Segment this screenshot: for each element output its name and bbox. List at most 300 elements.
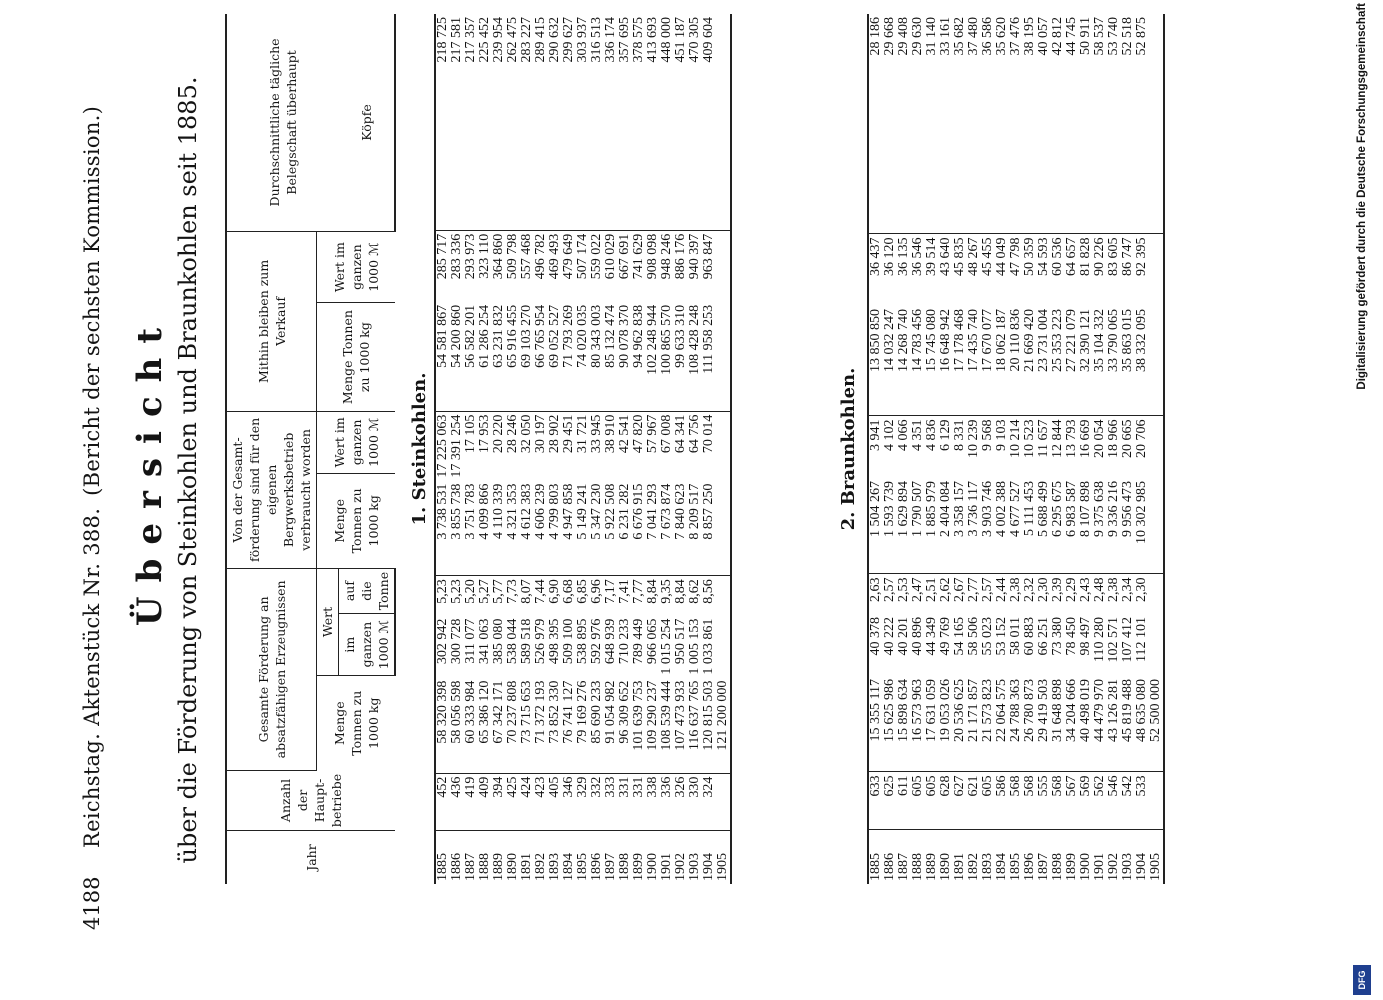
cell-year: 1902 [673,853,688,881]
cell-menge: 44 479 970 [1093,676,1107,772]
cell-year: 1890 [938,853,953,881]
cell-wert: 55 023 [980,617,995,656]
cell-wert-tonne: 5,77 [491,579,506,604]
cell-wert-verbraucht: 4 102 [882,419,897,451]
cell-menge-verbraucht: 4 947 858 [562,481,576,576]
cell-wert-tonne [716,576,731,616]
table-row [925,14,939,884]
cell-year: 1885 [868,830,883,884]
cell-menge-verbraucht: 7 840 623 [674,481,688,576]
cell-belegschaft: 357 695 [618,14,632,230]
cell-wert-tonne: 2,43 [1078,577,1093,602]
cell-wert-verkauf: 963 847 [701,233,716,280]
cell-belegschaft: 38 195 [1023,14,1037,234]
cell-wert: 112 101 [1134,617,1149,662]
header-menge-verkauf: Menge Tonnen zu 1000 kg [317,303,396,412]
cell-year: 1894 [561,853,576,881]
cell-wert-verbraucht: 12 844 [1050,419,1065,458]
cell-betriebe: 419 [464,773,478,830]
cell-year: 1894 [994,853,1009,881]
cell-belegschaft: 52 875 [1135,14,1149,234]
cell-menge: 67 342 171 [492,678,506,774]
cell-wert-verkauf: 36 437 [868,234,883,306]
table-row [911,14,925,884]
table-row [688,14,702,884]
cell-wert-verkauf: 293 973 [463,233,478,280]
cell-wert-verbraucht: 4 836 [924,419,939,451]
cell-year: 1901 [659,853,674,881]
cell-betriebe: 621 [967,772,981,830]
table-row [604,14,618,884]
cell-year: 1887 [896,853,911,881]
cell-year: 1889 [924,853,939,881]
cell-wert-verbraucht: 28 246 [505,414,520,454]
cell-menge: 116 637 765 [688,678,702,774]
cell-belegschaft: 378 575 [632,14,646,230]
cell-wert-verkauf: 557 468 [519,233,534,280]
cell-belegschaft: 225 452 [478,14,492,230]
cell-betriebe: 394 [492,773,506,830]
cell-wert: 73 380 [1050,617,1065,656]
cell-menge-verbraucht: 3 738 531 [435,481,450,576]
cell-wert: 509 100 [561,618,576,665]
header-anzahl: Anzahl der Haupt- betriebe [226,770,395,830]
cell-wert-verkauf: 948 246 [659,233,674,280]
cell-wert-verkauf: 364 860 [491,233,506,280]
table-row [1149,14,1164,884]
cell-belegschaft: 35 682 [953,14,967,234]
cell-wert-verkauf: 479 649 [561,233,576,280]
cell-wert-verkauf [716,230,731,302]
cell-wert-tonne: 5,23 [449,579,464,604]
cell-betriebe: 568 [1009,772,1023,830]
cell-menge: 15 898 634 [897,676,911,772]
cell-menge-verkauf: 15 745 080 [925,306,939,416]
cell-wert-verbraucht: 47 820 [631,414,646,454]
cell-wert: 311 077 [463,618,478,664]
cell-menge: 70 237 808 [506,678,520,774]
cell-menge: 52 500 000 [1149,676,1164,772]
cell-wert-tonne: 6,96 [589,579,604,604]
cell-betriebe: 424 [520,773,534,830]
cell-wert-verkauf: 47 798 [1008,237,1023,276]
cell-menge-verkauf: 69 052 527 [548,302,562,411]
cell-menge-verkauf [1149,306,1164,416]
cell-belegschaft: 29 630 [911,14,925,234]
cell-menge-verbraucht: 2 404 084 [939,478,953,574]
table-row [660,14,674,884]
cell-menge-verbraucht: 6 676 915 [632,481,646,576]
cell-belegschaft: 31 140 [925,14,939,234]
cell-menge-verbraucht: 1 629 894 [897,478,911,574]
header-jahr: Jahr [226,831,395,884]
cell-wert-verbraucht: 17 953 [477,414,492,454]
dfg-logo [1353,965,1371,995]
cell-menge-verkauf: 14 032 247 [883,306,897,416]
cell-wert-verkauf: 54 593 [1036,237,1051,276]
cell-wert: 302 942 [435,616,450,678]
table-row [897,14,911,884]
cell-menge-verkauf: 23 731 004 [1037,306,1051,416]
cell-menge-verkauf: 69 103 270 [520,302,534,411]
cell-menge-verkauf: 108 428 248 [688,302,702,411]
cell-betriebe: 605 [925,772,939,830]
cell-menge-verbraucht: 8 209 517 [688,481,702,576]
cell-year: 1893 [980,853,995,881]
cell-year: 1891 [519,853,534,881]
cell-wert-verbraucht: 57 967 [645,414,660,454]
table-row [1023,14,1037,884]
table-row [1009,14,1023,884]
cell-betriebe: 329 [576,773,590,830]
cell-belegschaft: 29 408 [897,14,911,234]
cell-wert-verkauf: 940 397 [687,233,702,280]
cell-wert-verkauf: 48 267 [966,237,981,276]
scanned-page [70,0,1330,1000]
cell-menge-verkauf: 54 200 860 [450,302,464,411]
cell-wert-tonne [1149,574,1164,614]
cell-belegschaft: 217 581 [450,14,464,230]
cell-year: 1898 [1050,853,1065,881]
table-row [1079,14,1093,884]
cell-betriebe: 562 [1093,772,1107,830]
cell-menge-verbraucht: 1 504 267 [868,478,883,574]
cell-wert-verkauf: 44 049 [994,237,1009,276]
cell-wert-tonne: 7,44 [533,579,548,604]
cell-menge: 73 852 330 [548,678,562,774]
cell-wert-verbraucht: 38 910 [603,414,618,454]
cell-menge-verkauf: 111 958 253 [702,302,716,411]
cell-wert: 592 976 [589,618,604,665]
cell-menge-verbraucht: 6 231 282 [618,481,632,576]
cell-year: 1904 [701,853,716,881]
cell-wert-verkauf: 50 359 [1022,237,1037,276]
cell-wert-verbraucht: 70 014 [701,414,716,454]
cell-menge-verkauf: 27 221 079 [1065,306,1079,416]
cell-wert-tonne: 8,62 [687,579,702,604]
cell-belegschaft: 36 586 [981,14,995,234]
table-row [632,14,646,884]
cell-wert-verbraucht: 67 008 [659,414,674,454]
cell-menge-verbraucht [1149,478,1164,574]
cell-menge-verbraucht: 1 885 979 [925,478,939,574]
cell-wert-verkauf: 36 135 [896,237,911,276]
cell-wert-verbraucht: 6 129 [938,419,953,451]
cell-betriebe: 331 [618,773,632,830]
cell-year: 1888 [910,853,925,881]
cell-wert-tonne: 2,30 [1134,577,1149,602]
cell-wert-verbraucht: 28 902 [547,414,562,454]
table-row [562,14,576,884]
cell-wert: 341 063 [477,618,492,665]
cell-menge: 19 053 026 [939,676,953,772]
cell-belegschaft: 299 627 [562,14,576,230]
header-wert-verbraucht: Wert im ganzen 1000 ℳ [317,411,396,473]
cell-betriebe: 627 [953,772,967,830]
cell-wert: 789 449 [631,618,646,665]
cell-year: 1886 [882,853,897,881]
cell-wert-verkauf: 45 835 [952,237,967,276]
cell-menge-verbraucht: 3 855 738 [450,481,464,576]
cell-wert-verbraucht: 42 541 [617,414,632,454]
cell-menge: 121 200 000 [716,678,731,774]
cell-menge: 73 715 653 [520,678,534,774]
cell-menge-verkauf: 71 793 269 [562,302,576,411]
cell-wert-tonne: 5,20 [463,579,478,604]
cell-menge-verbraucht: 7 673 874 [660,481,674,576]
cell-year: 1891 [952,853,967,881]
cell-year: 1903 [687,853,702,881]
cell-menge-verkauf: 35 104 332 [1093,306,1107,416]
cell-belegschaft [716,14,731,230]
cell-menge-verkauf: 65 916 455 [506,302,520,411]
cell-menge-verkauf: 56 582 201 [464,302,478,411]
cell-year: 1899 [631,853,646,881]
cell-year: 1895 [1008,853,1023,881]
cell-belegschaft: 316 513 [590,14,604,230]
section-title-braunkohlen: 2. Braunkohlen. [838,367,859,531]
cell-year: 1905 [1149,830,1164,884]
cell-wert: 526 979 [533,618,548,665]
table-row [953,14,967,884]
cell-menge-verkauf: 94 962 838 [632,302,646,411]
cell-menge: 109 290 237 [646,678,660,774]
cell-wert: 78 450 [1064,617,1079,656]
cell-wert-verkauf: 64 657 [1064,237,1079,276]
cell-menge-verbraucht: 5 347 230 [590,481,604,576]
cell-belegschaft: 52 518 [1121,14,1135,234]
header-gesamte-foerderung: Gesamte Förderung an absatzfähigen Erzeugnissen [226,568,317,770]
section-title-steinkohlen: 1. Steinkohlen. [409,372,430,526]
running-head [80,106,104,848]
cell-wert-verkauf: 323 110 [477,233,492,279]
credit-text: Digitalisierung gefördert durch die Deutsche Forschungsgemeinschaft [1356,3,1368,390]
cell-wert: 950 517 [673,618,688,665]
cell-belegschaft: 262 475 [506,14,520,230]
cell-menge-verbraucht: 4 799 803 [548,481,562,576]
cell-wert-tonne: 2,53 [896,577,911,602]
cell-betriebe: 409 [478,773,492,830]
cell-belegschaft: 37 480 [967,14,981,234]
cell-wert: 40 378 [868,614,883,676]
cell-year: 1885 [435,830,450,884]
cell-betriebe: 555 [1037,772,1051,830]
cell-menge: 43 126 281 [1107,676,1121,772]
cell-wert-tonne: 2,34 [1120,577,1135,602]
cell-wert: 54 165 [952,617,967,656]
cell-menge-verbraucht: 3 736 117 [967,478,981,574]
cell-menge-verbraucht: 7 041 293 [646,481,660,576]
cell-menge-verkauf: 17 435 740 [967,306,981,416]
cell-year: 1904 [1134,853,1149,881]
rotated-page-content [70,0,1330,940]
cell-menge: 108 539 444 [660,678,674,774]
cell-menge: 22 064 575 [995,676,1009,772]
cell-wert-tonne: 2,57 [882,577,897,602]
cell-menge: 15 625 986 [883,676,897,772]
cell-wert-tonne: 8,84 [645,579,660,604]
cell-wert-tonne: 8,56 [701,579,716,604]
header-wert-verkauf: Wert im ganzen 1000 ℳ [317,231,396,302]
cell-menge: 96 309 652 [618,678,632,774]
cell-betriebe: 452 [435,773,450,830]
cell-wert: 44 349 [924,617,939,656]
cell-wert-tonne: 2,30 [1036,577,1051,602]
cell-belegschaft: 58 537 [1093,14,1107,234]
cell-wert: 300 728 [449,618,464,665]
table-row [464,14,478,884]
table-row [576,14,590,884]
table-row [534,14,548,884]
cell-betriebe: 542 [1121,772,1135,830]
cell-menge-verbraucht: 4 321 353 [506,481,520,576]
cell-wert: 40 222 [882,617,897,656]
cell-betriebe: 324 [702,773,716,830]
cell-menge-verkauf: 100 865 570 [660,302,674,411]
cell-wert: 538 044 [505,618,520,665]
page-subtitle: über die Förderung von Steinkohlen und Braunkohlen seit 1885. [174,76,202,864]
cell-menge-verkauf: 17 178 468 [953,306,967,416]
cell-wert: 710 233 [617,618,632,665]
cell-year: 1900 [645,853,660,881]
cell-menge-verbraucht: 4 110 339 [492,481,506,576]
cell-wert-verkauf: 60 536 [1050,237,1065,276]
cell-menge-verbraucht: 4 677 527 [1009,478,1023,574]
braunkohlen-table [867,14,1165,884]
cell-wert-verkauf: 90 226 [1092,237,1107,276]
cell-wert [1149,614,1164,676]
cell-wert-verbraucht: 17 391 254 [449,414,464,478]
cell-menge: 58 056 598 [450,678,464,774]
cell-menge-verkauf: 80 343 003 [590,302,604,411]
cell-belegschaft: 217 357 [464,14,478,230]
cell-wert: 538 895 [575,618,590,665]
cell-wert-tonne: 2,77 [966,577,981,602]
cell-wert-verkauf: 496 782 [533,233,548,280]
running-head-paren: (Bericht der sechsten Kommission.) [80,105,104,496]
cell-wert-verkauf: 39 514 [924,237,939,276]
cell-wert: 53 152 [994,617,1009,656]
cell-belegschaft: 33 161 [939,14,953,234]
cell-wert-verkauf: 559 022 [589,233,604,280]
cell-wert-tonne: 2,47 [910,577,925,602]
page-number: 4188 [80,876,104,930]
cell-menge-verbraucht: 5 149 241 [576,481,590,576]
cell-menge-verkauf: 38 332 095 [1135,306,1149,416]
cell-year: 1897 [603,853,618,881]
cell-wert-tonne: 2,44 [994,577,1009,602]
cell-wert-verbraucht: 17 225 063 [435,411,450,481]
cell-betriebe: 346 [562,773,576,830]
cell-wert-verkauf: 43 640 [938,237,953,276]
cell-menge-verkauf: 13 850 850 [868,306,883,416]
cell-belegschaft: 42 812 [1051,14,1065,234]
cell-menge-verkauf: 99 633 310 [674,302,688,411]
cell-wert: 40 201 [896,617,911,656]
cell-menge-verbraucht: 6 983 587 [1065,478,1079,574]
cell-wert-verbraucht: 64 341 [673,414,688,454]
cell-wert-verkauf: 86 747 [1120,237,1135,276]
cell-year: 1889 [491,853,506,881]
cell-menge: 101 639 753 [632,678,646,774]
steinkohlen-table [434,14,732,884]
cell-betriebe: 611 [897,772,911,830]
cell-belegschaft: 28 186 [868,14,883,234]
cell-wert-verbraucht: 9 103 [994,419,1009,451]
cell-wert-tonne: 6,85 [575,579,590,604]
cell-wert-verbraucht: 64 756 [687,414,702,454]
cell-wert-verbraucht: 4 066 [896,419,911,451]
cell-year: 1890 [505,853,520,881]
cell-betriebe [716,773,731,830]
cell-menge-verkauf: 17 670 077 [981,306,995,416]
cell-betriebe: 331 [632,773,646,830]
cell-betriebe: 586 [995,772,1009,830]
cell-menge-verkauf: 85 132 474 [604,302,618,411]
cell-belegschaft: 413 693 [646,14,660,230]
table-row [1107,14,1121,884]
cell-betriebe: 605 [981,772,995,830]
cell-wert-tonne: 8,07 [519,579,534,604]
cell-wert-verkauf: 509 798 [505,233,520,280]
cell-belegschaft: 290 632 [548,14,562,230]
cell-menge: 40 498 019 [1079,676,1093,772]
cell-wert: 110 280 [1092,617,1107,662]
cell-wert: 107 412 [1120,617,1135,663]
cell-menge: 65 386 120 [478,678,492,774]
cell-wert: 49 769 [938,617,953,656]
cell-menge-verbraucht: 9 375 638 [1093,478,1107,574]
cell-menge-verbraucht: 4 002 388 [995,478,1009,574]
cell-betriebe: 333 [604,773,618,830]
cell-wert-tonne: 2,29 [1064,577,1079,602]
table-row [674,14,688,884]
cell-belegschaft: 50 911 [1079,14,1093,234]
cell-menge-verkauf: 54 581 867 [435,302,450,411]
cell-wert-verbraucht: 10 214 [1008,419,1023,458]
cell-wert: 498 395 [547,618,562,665]
cell-belegschaft: 239 954 [492,14,506,230]
cell-menge-verkauf: 102 248 944 [646,302,660,411]
cell-wert: 1 015 254 [659,618,674,675]
cell-wert: 589 518 [519,618,534,665]
cell-year: 1892 [533,853,548,881]
cell-menge-verbraucht: 3 903 746 [981,478,995,574]
cell-wert-verbraucht: 18 966 [1106,419,1121,458]
cell-menge-verbraucht: 5 922 508 [604,481,618,576]
cell-betriebe: 326 [674,773,688,830]
table-row [492,14,506,884]
cell-betriebe: 567 [1065,772,1079,830]
cell-menge: 34 204 666 [1065,676,1079,772]
header-wert: Wert [317,568,339,675]
cell-menge-verbraucht: 4 606 239 [534,481,548,576]
cell-wert-tonne: 8,84 [673,579,688,604]
cell-year: 1892 [966,853,981,881]
page-title: Übersicht [130,313,170,627]
table-row [995,14,1009,884]
cell-year: 1897 [1036,853,1051,881]
cell-wert-verkauf: 83 605 [1106,237,1121,276]
cell-betriebe: 405 [548,773,562,830]
table-row [1051,14,1065,884]
cell-belegschaft: 451 187 [674,14,688,230]
cell-wert: 966 065 [645,618,660,665]
cell-wert: 102 571 [1106,617,1121,663]
cell-belegschaft: 44 745 [1065,14,1079,234]
cell-menge: 26 780 873 [1023,676,1037,772]
cell-wert-verkauf: 741 629 [631,233,646,280]
